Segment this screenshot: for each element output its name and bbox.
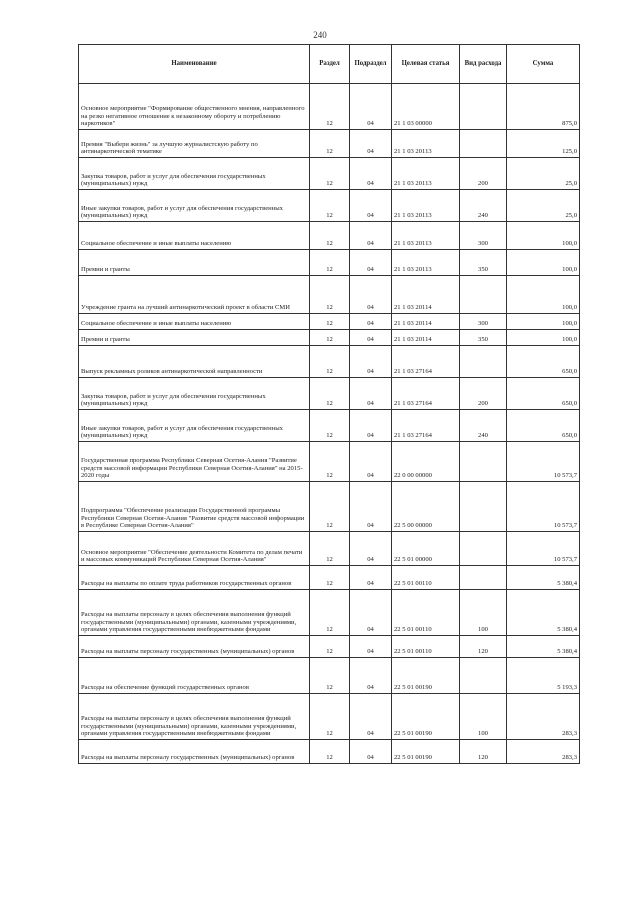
row-amount: 5 380,4: [507, 590, 580, 636]
row-expense-type: [460, 658, 507, 694]
row-amount: 5 193,3: [507, 658, 580, 694]
row-name: Закупка товаров, работ и услуг для обеспечения государственных (муниципальных) нужд: [79, 378, 310, 410]
row-name: Расходы на выплаты персоналу в целях обеспечения выполнения функций государственными (муниципальными) органами, казенными учреждениями, органами управления государственными внебюджетными фондами: [79, 590, 310, 636]
header-subsection: Подраздел: [350, 45, 392, 84]
row-name: Социальное обеспечение и иные выплаты населению: [79, 314, 310, 330]
table-row: [79, 190, 580, 222]
table-row: [79, 532, 580, 566]
table-row: [79, 84, 580, 130]
row-subsection: 04: [350, 658, 392, 694]
row-name: Расходы на выплаты персоналу государственных (муниципальных) органов: [79, 740, 310, 764]
row-amount: 100,0: [507, 250, 580, 276]
row-amount: 875,0: [507, 84, 580, 130]
row-amount: 10 573,7: [507, 532, 580, 566]
table-row: [79, 658, 580, 694]
table-row: [79, 410, 580, 442]
row-section: 12: [310, 532, 350, 566]
row-name: Премия "Выбери жизнь" за лучшую журналистскую работу по антинаркотической тематике: [79, 130, 310, 158]
table-row: [79, 482, 580, 532]
row-expense-type: [460, 482, 507, 532]
row-amount: 283,3: [507, 694, 580, 740]
row-section: 12: [310, 378, 350, 410]
row-subsection: 04: [350, 482, 392, 532]
row-amount: 650,0: [507, 410, 580, 442]
row-name: Расходы на выплаты персоналу в целях обеспечения выполнения функций государственными (муниципальными) органами, казенными учреждениями, органами управления государственными внебюджетными фондами: [79, 694, 310, 740]
row-target: 22 5 01 00110: [392, 636, 460, 658]
row-target: 21 1 03 20113: [392, 222, 460, 250]
row-name: Премии и гранты: [79, 330, 310, 346]
row-section: 12: [310, 276, 350, 314]
table-row: [79, 346, 580, 378]
row-name: Иные закупки товаров, работ и услуг для обеспечения государственных (муниципальных) нужд: [79, 190, 310, 222]
row-target: 21 1 03 27164: [392, 410, 460, 442]
row-name: Выпуск рекламных роликов антинаркотической направленности: [79, 346, 310, 378]
row-target: 21 1 03 20113: [392, 250, 460, 276]
row-amount: 100,0: [507, 314, 580, 330]
row-target: 21 1 03 20113: [392, 190, 460, 222]
row-section: 12: [310, 130, 350, 158]
row-target: 21 1 03 20113: [392, 158, 460, 190]
row-target: 22 5 01 00190: [392, 694, 460, 740]
row-amount: 650,0: [507, 378, 580, 410]
row-expense-type: 120: [460, 740, 507, 764]
row-section: 12: [310, 84, 350, 130]
header-section: Раздел: [310, 45, 350, 84]
row-amount: 100,0: [507, 276, 580, 314]
header-expense-type: Вид расхода: [460, 45, 507, 84]
row-expense-type: [460, 346, 507, 378]
row-subsection: 04: [350, 410, 392, 442]
row-expense-type: [460, 532, 507, 566]
row-expense-type: 240: [460, 190, 507, 222]
row-subsection: 04: [350, 84, 392, 130]
row-target: 22 5 00 00000: [392, 482, 460, 532]
row-target: 22 5 01 00000: [392, 532, 460, 566]
row-name: Расходы на выплаты по оплате труда работников государственных органов: [79, 566, 310, 590]
row-subsection: 04: [350, 330, 392, 346]
row-target: 22 5 01 00190: [392, 658, 460, 694]
row-section: 12: [310, 590, 350, 636]
table-row: [79, 276, 580, 314]
row-amount: 100,0: [507, 330, 580, 346]
row-section: 12: [310, 740, 350, 764]
row-name: Закупка товаров, работ и услуг для обеспечения государственных (муниципальных) нужд: [79, 158, 310, 190]
row-subsection: 04: [350, 740, 392, 764]
table-row: [79, 590, 580, 636]
row-target: 22 5 01 00110: [392, 590, 460, 636]
row-amount: 10 573,7: [507, 442, 580, 482]
row-expense-type: [460, 84, 507, 130]
row-name: Учреждение гранта на лучший антинаркотический проект в области СМИ: [79, 276, 310, 314]
row-amount: 125,0: [507, 130, 580, 158]
row-section: 12: [310, 410, 350, 442]
table-row: [79, 442, 580, 482]
row-subsection: 04: [350, 442, 392, 482]
row-section: 12: [310, 314, 350, 330]
table-row: [79, 250, 580, 276]
budget-table: [78, 44, 580, 764]
row-section: 12: [310, 482, 350, 532]
table-header: [79, 45, 580, 84]
row-section: 12: [310, 158, 350, 190]
row-name: Основное мероприятие "Обеспечение деятельности Комитета по делам печати и массовых коммуникаций Республики Северная Осетия-Алания": [79, 532, 310, 566]
row-amount: 10 573,7: [507, 482, 580, 532]
row-section: 12: [310, 636, 350, 658]
row-target: 21 1 03 20114: [392, 314, 460, 330]
row-subsection: 04: [350, 314, 392, 330]
row-expense-type: [460, 276, 507, 314]
row-name: Государственная программа Республики Северная Осетия-Алания "Развитие средств массовой информации Республики Северная Осетия-Алания" на 2015-2020 годы: [79, 442, 310, 482]
table-row: [79, 130, 580, 158]
row-section: 12: [310, 346, 350, 378]
row-name: Основное мероприятие "Формирование общественного мнения, направленного на резко негативное отношение к незаконному обороту и потреблению наркотиков": [79, 84, 310, 130]
table-row: [79, 566, 580, 590]
row-name: Расходы на обеспечение функций государственных органов: [79, 658, 310, 694]
row-expense-type: 120: [460, 636, 507, 658]
row-expense-type: 200: [460, 378, 507, 410]
row-subsection: 04: [350, 636, 392, 658]
row-expense-type: 100: [460, 590, 507, 636]
row-subsection: 04: [350, 158, 392, 190]
row-section: 12: [310, 330, 350, 346]
row-name: Иные закупки товаров, работ и услуг для обеспечения государственных (муниципальных) нужд: [79, 410, 310, 442]
row-subsection: 04: [350, 694, 392, 740]
row-amount: 283,3: [507, 740, 580, 764]
header-amount: Сумма: [507, 45, 580, 84]
row-amount: 650,0: [507, 346, 580, 378]
row-target: 21 1 03 27164: [392, 378, 460, 410]
row-section: 12: [310, 442, 350, 482]
row-subsection: 04: [350, 566, 392, 590]
table-row: [79, 694, 580, 740]
table-row: [79, 330, 580, 346]
header-row: [79, 45, 580, 84]
row-amount: 5 380,4: [507, 566, 580, 590]
row-subsection: 04: [350, 590, 392, 636]
row-section: 12: [310, 566, 350, 590]
page-number: 240: [313, 30, 327, 40]
table-row: [79, 378, 580, 410]
row-name: Социальное обеспечение и иные выплаты населению: [79, 222, 310, 250]
row-amount: 100,0: [507, 222, 580, 250]
row-name: Премии и гранты: [79, 250, 310, 276]
row-name: Расходы на выплаты персоналу государственных (муниципальных) органов: [79, 636, 310, 658]
table-row: [79, 314, 580, 330]
row-section: 12: [310, 250, 350, 276]
row-expense-type: 100: [460, 694, 507, 740]
row-subsection: 04: [350, 250, 392, 276]
row-amount: 25,0: [507, 190, 580, 222]
row-target: 21 1 03 20114: [392, 330, 460, 346]
row-section: 12: [310, 658, 350, 694]
row-target: 22 5 01 00110: [392, 566, 460, 590]
row-target: 21 1 03 20113: [392, 130, 460, 158]
row-expense-type: 200: [460, 158, 507, 190]
row-expense-type: 350: [460, 250, 507, 276]
row-amount: 5 380,4: [507, 636, 580, 658]
table-body: [79, 84, 580, 764]
row-section: 12: [310, 222, 350, 250]
table-row: [79, 740, 580, 764]
row-expense-type: [460, 442, 507, 482]
row-subsection: 04: [350, 276, 392, 314]
row-expense-type: [460, 130, 507, 158]
row-target: 22 5 01 00190: [392, 740, 460, 764]
table-row: [79, 222, 580, 250]
row-subsection: 04: [350, 346, 392, 378]
row-expense-type: 300: [460, 314, 507, 330]
row-subsection: 04: [350, 190, 392, 222]
row-section: 12: [310, 190, 350, 222]
row-expense-type: 350: [460, 330, 507, 346]
table-row: [79, 636, 580, 658]
row-subsection: 04: [350, 532, 392, 566]
row-subsection: 04: [350, 378, 392, 410]
row-name: Подпрограмма "Обеспечение реализации Государственной программы Республики Северная Осетия-Алания "Развитие средств массовой информации в Республике Северная Осетия-Алания": [79, 482, 310, 532]
row-target: 22 0 00 00000: [392, 442, 460, 482]
row-subsection: 04: [350, 222, 392, 250]
header-target: Целевая статья: [392, 45, 460, 84]
row-target: 21 1 03 20114: [392, 276, 460, 314]
row-expense-type: 240: [460, 410, 507, 442]
header-name: Наименование: [79, 45, 310, 84]
row-expense-type: [460, 566, 507, 590]
row-subsection: 04: [350, 130, 392, 158]
row-target: 21 1 03 00000: [392, 84, 460, 130]
row-target: 21 1 03 27164: [392, 346, 460, 378]
row-section: 12: [310, 694, 350, 740]
table-row: [79, 158, 580, 190]
row-amount: 25,0: [507, 158, 580, 190]
row-expense-type: 300: [460, 222, 507, 250]
